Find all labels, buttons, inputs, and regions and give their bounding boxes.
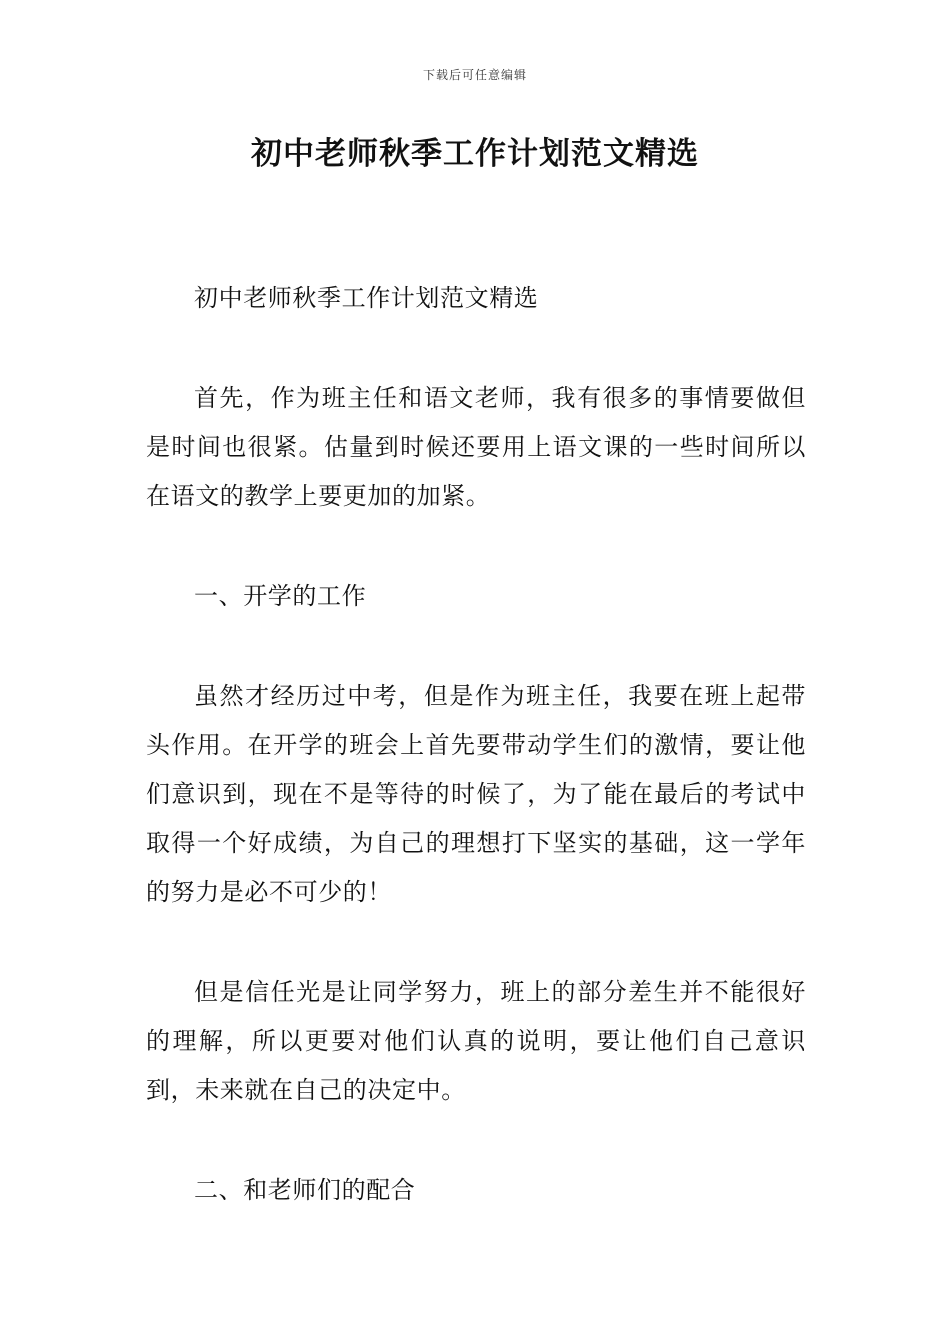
document-title: 初中老师秋季工作计划范文精选 — [251, 136, 699, 172]
section-heading-1: 一、开学的工作 — [194, 582, 367, 610]
header-note: 下载后可任意编辑 — [422, 68, 527, 82]
section-heading-2: 二、和老师们的配合 — [194, 1176, 416, 1204]
paragraph-section-1-a: 虽然才经历过中考，但是作为班主任，我要在班上起带头作用。在开学的班会上首先要带动学生们的激情，要让他们意识到，现在不是等待的时候了，为了能在最后的考试中取得一个好成绩，为自己的理想打下坚实的基础，这一学年的努力是必不可少的！ — [146, 682, 806, 906]
paragraph-section-1-b: 但是信任光是让同学努力，班上的部分差生并不能很好的理解，所以更要对他们认真的说明，要让他们自己意识到，未来就在自己的决定中。 — [146, 978, 806, 1104]
paragraph-intro: 首先，作为班主任和语文老师，我有很多的事情要做但是时间也很紧。估量到时候还要用上语文课的一些时间所以在语文的教学上要更加的加紧。 — [146, 384, 806, 510]
document-body — [146, 274, 806, 1215]
paragraph-subtitle: 初中老师秋季工作计划范文精选 — [194, 284, 539, 312]
